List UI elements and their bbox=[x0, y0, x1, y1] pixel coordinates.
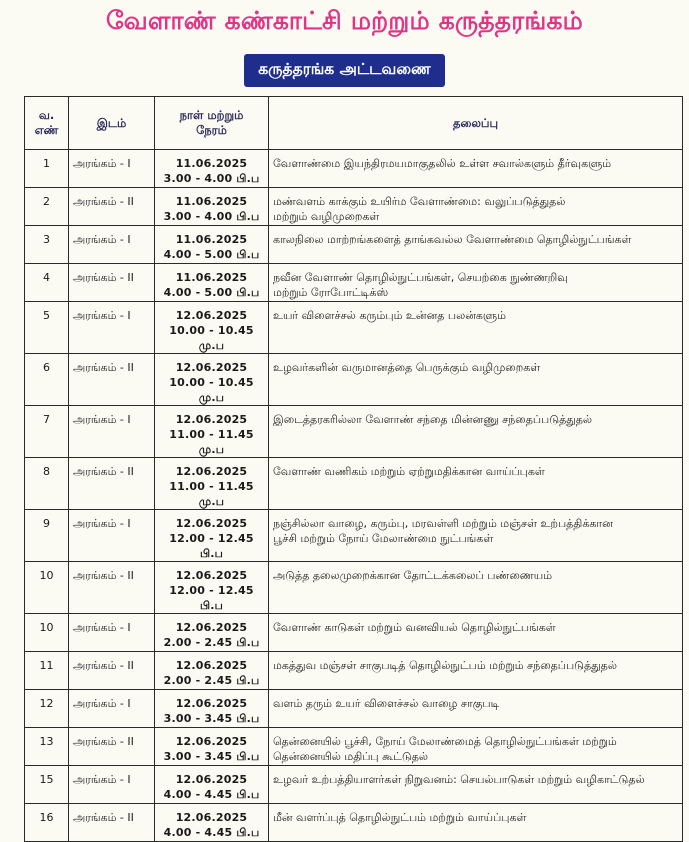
row-venue-cell bbox=[69, 510, 155, 562]
row-serial: 12 bbox=[39, 697, 54, 710]
row-venue-cell bbox=[69, 188, 155, 226]
row-date-cell bbox=[155, 188, 269, 226]
row-venue-cell bbox=[69, 562, 155, 614]
header-venue: இடம் bbox=[69, 97, 155, 150]
row-date-cell bbox=[155, 766, 269, 804]
row-time: 4.00 - 4.45 பி.ப bbox=[163, 826, 260, 839]
row-date: 12.06.2025 bbox=[175, 811, 248, 824]
row-serial-cell bbox=[25, 354, 69, 406]
row-topic-line1: மீன் வளர்ப்புத் தொழில்நுட்பம் மற்றும் வாய்ப்புகள் bbox=[273, 811, 527, 824]
row-topic-cell bbox=[269, 690, 683, 728]
row-venue-cell bbox=[69, 354, 155, 406]
row-topic-line1: காலநிலை மாற்றங்களைத் தாங்கவல்ல வேளாண்மை தொழில்நுட்பங்கள் bbox=[273, 233, 632, 246]
row-date: 11.06.2025 bbox=[175, 195, 248, 208]
row-topic-line1: வேளாண்மை இயந்திரமயமாகுதலில் உள்ள சவால்களும் தீர்வுகளும் bbox=[273, 157, 612, 170]
row-time: 2.00 - 2.45 பி.ப bbox=[163, 674, 260, 687]
row-venue: அரங்கம் - II bbox=[73, 195, 134, 208]
row-topic-line1: தென்னையில் பூச்சி, நோய் மேலாண்மைத் தொழில்நுட்பங்கள் மற்றும் bbox=[273, 735, 617, 748]
table-row bbox=[25, 804, 683, 842]
row-time: 4.00 - 4.45 பி.ப bbox=[163, 788, 260, 801]
row-venue: அரங்கம் - II bbox=[73, 735, 134, 748]
subtitle-wrap bbox=[0, 54, 689, 87]
row-topic-line1: நஞ்சில்லா வாழை, கரும்பு, மரவள்ளி மற்றும் மஞ்சள் உற்பத்திக்கான bbox=[273, 517, 613, 530]
row-serial-cell bbox=[25, 766, 69, 804]
row-time: 10.00 - 10.45 மு.ப bbox=[169, 376, 254, 404]
row-serial-cell bbox=[25, 728, 69, 766]
row-serial: 13 bbox=[39, 735, 54, 748]
row-topic-line2: மற்றும் வழிமுறைகள் bbox=[273, 210, 380, 223]
table-row bbox=[25, 302, 683, 354]
row-time: 3.00 - 4.00 பி.ப bbox=[163, 210, 260, 223]
row-topic-cell bbox=[269, 766, 683, 804]
header-topic: தலைப்பு bbox=[269, 97, 683, 150]
row-topic-cell bbox=[269, 302, 683, 354]
row-time: 11.00 - 11.45 மு.ப bbox=[169, 480, 254, 508]
row-date-cell bbox=[155, 302, 269, 354]
row-serial: 4 bbox=[43, 271, 50, 284]
row-topic-line1: மண்வளம் காக்கும் உயிர்ம வேளாண்மை: வலுப்படுத்துதல் bbox=[273, 195, 566, 208]
row-date-cell bbox=[155, 226, 269, 264]
row-date: 12.06.2025 bbox=[175, 517, 248, 530]
row-topic-line1: உயர் விளைச்சல் கரும்பும் உன்னத பலன்களும் bbox=[273, 309, 506, 322]
header-date-time bbox=[155, 97, 269, 150]
row-venue: அரங்கம் - II bbox=[73, 271, 134, 284]
row-topic-line1: நவீன வேளாண் தொழில்நுட்பங்கள், செயற்கை நுண்ணறிவு bbox=[273, 271, 568, 284]
row-venue-cell bbox=[69, 690, 155, 728]
row-serial: 8 bbox=[43, 465, 50, 478]
row-serial-cell bbox=[25, 804, 69, 842]
row-serial-cell bbox=[25, 226, 69, 264]
row-date: 12.06.2025 bbox=[175, 621, 248, 634]
row-venue-cell bbox=[69, 406, 155, 458]
table-row bbox=[25, 766, 683, 804]
row-venue: அரங்கம் - I bbox=[73, 773, 131, 786]
row-serial: 5 bbox=[43, 309, 50, 322]
row-topic-cell bbox=[269, 188, 683, 226]
schedule-banner: கருத்தரங்க அட்டவணை bbox=[244, 54, 445, 87]
table-row bbox=[25, 728, 683, 766]
row-venue: அரங்கம் - II bbox=[73, 811, 134, 824]
row-time: 10.00 - 10.45 மு.ப bbox=[169, 324, 254, 352]
header-serial bbox=[25, 97, 69, 150]
row-time: 2.00 - 2.45 பி.ப bbox=[163, 636, 260, 649]
row-date: 12.06.2025 bbox=[175, 465, 248, 478]
row-date-cell bbox=[155, 804, 269, 842]
schedule-rows bbox=[25, 150, 683, 842]
row-date-cell bbox=[155, 264, 269, 302]
row-date-cell bbox=[155, 562, 269, 614]
row-serial-cell bbox=[25, 302, 69, 354]
row-date: 11.06.2025 bbox=[175, 233, 248, 246]
row-venue: அரங்கம் - II bbox=[73, 465, 134, 478]
row-venue-cell bbox=[69, 150, 155, 188]
row-topic-cell bbox=[269, 264, 683, 302]
page-title: வேளாண் கண்காட்சி மற்றும் கருத்தரங்கம் bbox=[106, 6, 583, 35]
row-venue: அரங்கம் - I bbox=[73, 697, 131, 710]
row-venue: அரங்கம் - I bbox=[73, 233, 131, 246]
row-topic-cell bbox=[269, 804, 683, 842]
row-venue-cell bbox=[69, 458, 155, 510]
row-serial-cell bbox=[25, 458, 69, 510]
row-venue: அரங்கம் - II bbox=[73, 569, 134, 582]
row-topic-cell bbox=[269, 458, 683, 510]
table-row bbox=[25, 652, 683, 690]
table-row bbox=[25, 510, 683, 562]
row-venue-cell bbox=[69, 766, 155, 804]
row-date: 12.06.2025 bbox=[175, 735, 248, 748]
row-venue-cell bbox=[69, 804, 155, 842]
row-topic-cell bbox=[269, 510, 683, 562]
row-date-cell bbox=[155, 150, 269, 188]
row-serial-cell bbox=[25, 510, 69, 562]
table-row bbox=[25, 690, 683, 728]
row-serial-cell bbox=[25, 188, 69, 226]
row-topic-line1: உழவர்களின் வருமானத்தை பெருக்கும் வழிமுறைகள் bbox=[273, 361, 541, 374]
row-serial: 7 bbox=[43, 413, 50, 426]
row-venue-cell bbox=[69, 302, 155, 354]
row-serial: 6 bbox=[43, 361, 50, 374]
table-header-row bbox=[25, 97, 683, 150]
row-topic-line1: வேளாண் வணிகம் மற்றும் ஏற்றுமதிக்கான வாய்ப்புகள் bbox=[273, 465, 545, 478]
row-date: 12.06.2025 bbox=[175, 659, 248, 672]
row-date-cell bbox=[155, 406, 269, 458]
row-topic-line1: வேளாண் காடுகள் மற்றும் வனவியல் தொழில்நுட்பங்கள் bbox=[273, 621, 556, 634]
row-topic-cell bbox=[269, 226, 683, 264]
row-date: 12.06.2025 bbox=[175, 413, 248, 426]
row-serial: 3 bbox=[43, 233, 50, 246]
row-serial-cell bbox=[25, 264, 69, 302]
table-row bbox=[25, 458, 683, 510]
row-serial-cell bbox=[25, 562, 69, 614]
row-topic-cell bbox=[269, 406, 683, 458]
row-topic-cell bbox=[269, 728, 683, 766]
row-time: 4.00 - 5.00 பி.ப bbox=[163, 286, 260, 299]
row-venue-cell bbox=[69, 614, 155, 652]
row-venue-cell bbox=[69, 226, 155, 264]
table-row bbox=[25, 562, 683, 614]
row-topic-cell bbox=[269, 562, 683, 614]
table-row bbox=[25, 150, 683, 188]
row-serial: 1 bbox=[43, 157, 50, 170]
row-serial-cell bbox=[25, 652, 69, 690]
row-time: 12.00 - 12.45 பி.ப bbox=[169, 584, 254, 612]
row-time: 4.00 - 5.00 பி.ப bbox=[163, 248, 260, 261]
row-topic-line2: மற்றும் ரோபோட்டிக்ஸ் bbox=[273, 286, 389, 299]
row-venue-cell bbox=[69, 264, 155, 302]
row-venue: அரங்கம் - II bbox=[73, 361, 134, 374]
header-serial-line1: வ. bbox=[38, 108, 55, 122]
row-date-cell bbox=[155, 354, 269, 406]
table-row bbox=[25, 614, 683, 652]
row-serial: 2 bbox=[43, 195, 50, 208]
row-topic-line1: இடைத்தரகரில்லா வேளாண் சந்தை மின்னணு சந்தைப்படுத்துதல் bbox=[273, 413, 593, 426]
row-date: 11.06.2025 bbox=[175, 157, 248, 170]
row-serial: 11 bbox=[39, 659, 54, 672]
row-topic-line1: அடுத்த தலைமுறைக்கான தோட்டக்கலைப் பண்ணையம் bbox=[273, 569, 553, 582]
row-venue: அரங்கம் - I bbox=[73, 517, 131, 530]
row-time: 12.00 - 12.45 பி.ப bbox=[169, 532, 254, 560]
row-topic-line1: வளம் தரும் உயர் விளைச்சல் வாழை சாகுபடி bbox=[273, 697, 500, 710]
table-row bbox=[25, 354, 683, 406]
row-date-cell bbox=[155, 690, 269, 728]
row-topic-line2: பூச்சி மற்றும் நோய் மேலாண்மை நுட்பங்கள் bbox=[273, 532, 494, 545]
row-time: 3.00 - 3.45 பி.ப bbox=[163, 712, 260, 725]
row-serial: 16 bbox=[39, 811, 54, 824]
row-time: 3.00 - 4.00 பி.ப bbox=[163, 172, 260, 185]
row-date: 12.06.2025 bbox=[175, 361, 248, 374]
seminar-schedule-table bbox=[24, 96, 683, 842]
row-date-cell bbox=[155, 652, 269, 690]
row-serial-cell bbox=[25, 150, 69, 188]
table-row bbox=[25, 406, 683, 458]
row-venue: அரங்கம் - I bbox=[73, 413, 131, 426]
row-date: 12.06.2025 bbox=[175, 569, 248, 582]
row-topic-cell bbox=[269, 652, 683, 690]
row-venue: அரங்கம் - I bbox=[73, 309, 131, 322]
table-row bbox=[25, 188, 683, 226]
header-date-line1: நாள் மற்றும் bbox=[179, 108, 244, 122]
row-date: 12.06.2025 bbox=[175, 309, 248, 322]
row-venue-cell bbox=[69, 728, 155, 766]
row-date-cell bbox=[155, 510, 269, 562]
row-venue: அரங்கம் - I bbox=[73, 621, 131, 634]
row-serial: 10 bbox=[39, 621, 54, 634]
table-row bbox=[25, 264, 683, 302]
row-topic-line1: உழவர் உற்பத்தியாளர்கள் நிறுவனம்: செயல்பாடுகள் மற்றும் வழிகாட்டுதல் bbox=[273, 773, 645, 786]
header-date-line2: நேரம் bbox=[196, 123, 227, 137]
row-date: 12.06.2025 bbox=[175, 773, 248, 786]
row-serial: 9 bbox=[43, 517, 50, 530]
row-serial-cell bbox=[25, 406, 69, 458]
table-row bbox=[25, 226, 683, 264]
row-venue-cell bbox=[69, 652, 155, 690]
row-topic-cell bbox=[269, 614, 683, 652]
row-date-cell bbox=[155, 728, 269, 766]
row-serial-cell bbox=[25, 690, 69, 728]
row-date-cell bbox=[155, 614, 269, 652]
row-topic-line1: மகத்துவ மஞ்சள் சாகுபடித் தொழில்நுட்பம் மற்றும் சந்தைப்படுத்துதல் bbox=[273, 659, 617, 672]
row-date: 12.06.2025 bbox=[175, 697, 248, 710]
row-venue: அரங்கம் - I bbox=[73, 157, 131, 170]
row-date: 11.06.2025 bbox=[175, 271, 248, 284]
row-time: 3.00 - 3.45 பி.ப bbox=[163, 750, 260, 763]
row-topic-cell bbox=[269, 354, 683, 406]
row-topic-line2: தென்னையில் மதிப்பு கூட்டுதல் bbox=[273, 750, 429, 763]
row-topic-cell bbox=[269, 150, 683, 188]
row-venue: அரங்கம் - II bbox=[73, 659, 134, 672]
row-date-cell bbox=[155, 458, 269, 510]
row-serial: 10 bbox=[39, 569, 54, 582]
row-time: 11.00 - 11.45 மு.ப bbox=[169, 428, 254, 456]
header-serial-line2: எண் bbox=[34, 123, 59, 137]
row-serial-cell bbox=[25, 614, 69, 652]
row-serial: 15 bbox=[39, 773, 54, 786]
